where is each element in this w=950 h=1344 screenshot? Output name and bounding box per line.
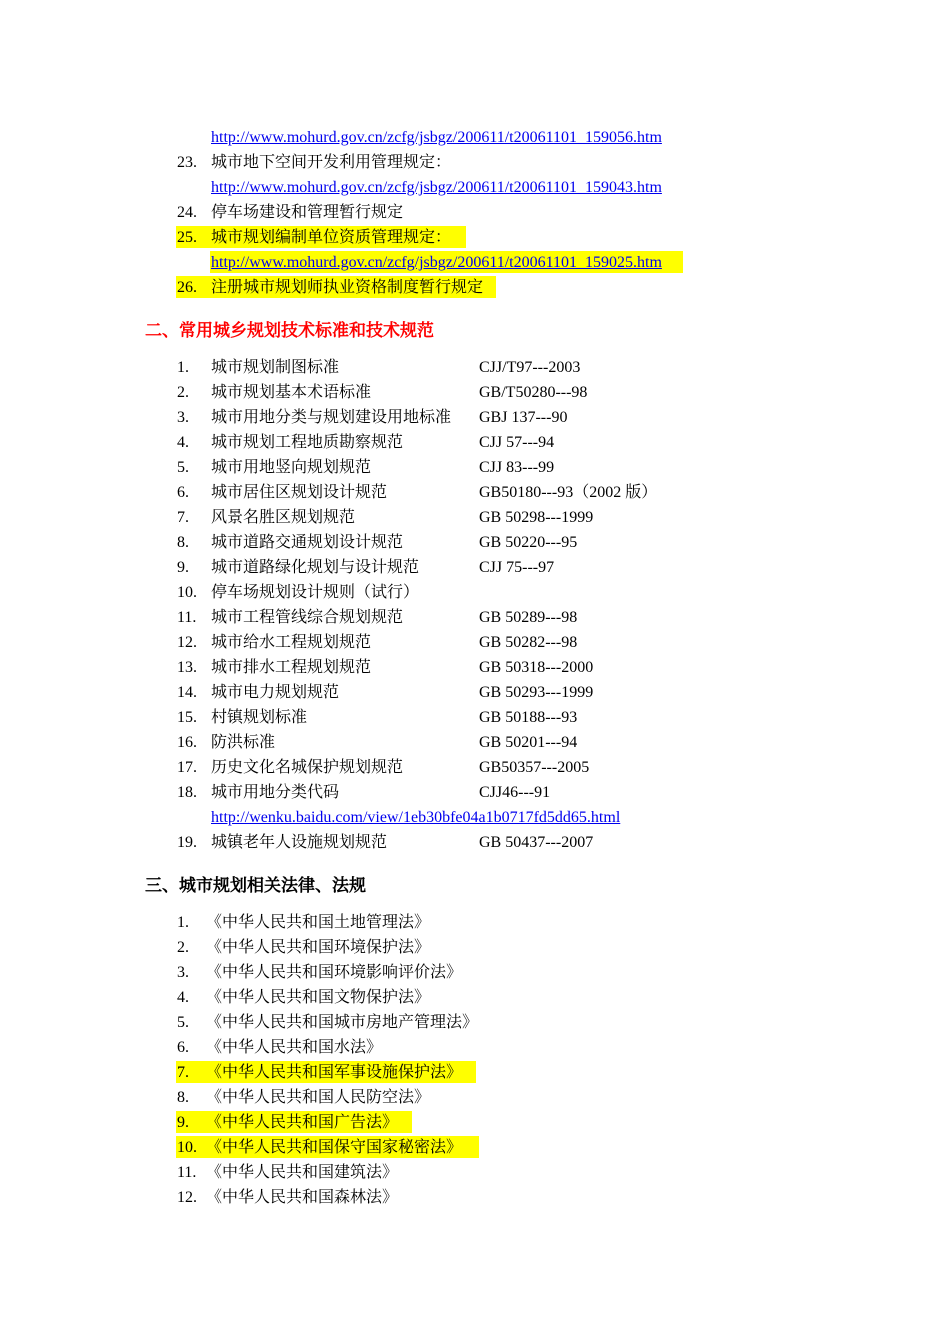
standard-name: 风景名胜区规划规范: [211, 509, 356, 526]
item-number: 25.: [177, 229, 197, 246]
section-heading: 三、城市规划相关法律、法规: [145, 876, 366, 896]
standard-name: 城市排水工程规划规范: [211, 659, 372, 676]
law-title: 《中华人民共和国保守国家秘密法》: [206, 1139, 463, 1156]
item-number: 1.: [177, 359, 189, 376]
item-number: 16.: [177, 734, 197, 751]
item-number: 2.: [177, 384, 189, 401]
link-url[interactable]: http://www.mohurd.gov.cn/zcfg/jsbgz/200611/t20061101_159056.htm: [211, 129, 662, 146]
item-number: 19.: [177, 834, 197, 851]
link-url[interactable]: http://www.mohurd.gov.cn/zcfg/jsbgz/200611/t20061101_159043.htm: [211, 179, 662, 196]
standard-code: GB50357---2005: [479, 759, 590, 776]
item-number: 11.: [177, 609, 197, 626]
item-number: 7.: [177, 1064, 189, 1081]
standard-code: CJJ46---91: [479, 784, 551, 801]
standard-code: GB 50437---2007: [479, 834, 594, 851]
standard-name: 城市规划工程地质勘察规范: [211, 434, 404, 451]
standard-code: CJJ 75---97: [479, 559, 555, 576]
item-number: 4.: [177, 434, 189, 451]
standard-code: GB 50188---93: [479, 709, 578, 726]
standard-name: 村镇规划标准: [211, 709, 308, 726]
standard-name: 城镇老年人设施规划规范: [211, 834, 388, 851]
standard-code: CJJ/T97---2003: [479, 359, 581, 376]
standard-code: GB 50220---95: [479, 534, 578, 551]
law-title: 《中华人民共和国环境影响评价法》: [206, 964, 463, 981]
standard-name: 城市道路交通规划设计规范: [211, 534, 404, 551]
item-number: 8.: [177, 1089, 189, 1106]
section-heading: 二、常用城乡规划技术标准和技术规范: [145, 321, 434, 341]
item-number: 5.: [177, 459, 189, 476]
item-number: 3.: [177, 964, 189, 981]
law-title: 《中华人民共和国军事设施保护法》: [206, 1064, 463, 1081]
item-number: 15.: [177, 709, 197, 726]
item-number: 4.: [177, 989, 189, 1006]
item-text: 城市规划编制单位资质管理规定：: [211, 229, 452, 246]
item-number: 12.: [177, 1189, 197, 1206]
standard-name: 城市给水工程规划规范: [211, 634, 372, 651]
item-number: 12.: [177, 634, 197, 651]
standard-code: GB 50282---98: [479, 634, 578, 651]
item-text: 注册城市规划师执业资格制度暂行规定: [211, 279, 484, 296]
law-title: 《中华人民共和国环境保护法》: [206, 939, 431, 956]
standard-name: 历史文化名城保护规划规范: [211, 759, 404, 776]
standard-code: CJJ 57---94: [479, 434, 555, 451]
item-number: 9.: [177, 1114, 189, 1131]
item-number: 9.: [177, 559, 189, 576]
item-number: 24.: [177, 204, 197, 221]
standard-name: 城市电力规划规范: [211, 684, 340, 701]
standard-name: 城市用地分类代码: [211, 784, 340, 801]
item-number: 13.: [177, 659, 197, 676]
law-title: 《中华人民共和国森林法》: [206, 1189, 399, 1206]
item-number: 10.: [177, 584, 197, 601]
standard-code: GB 50298---1999: [479, 509, 594, 526]
standard-code: CJJ 83---99: [479, 459, 555, 476]
item-number: 17.: [177, 759, 197, 776]
item-number: 3.: [177, 409, 189, 426]
law-title: 《中华人民共和国水法》: [206, 1039, 383, 1056]
law-title: 《中华人民共和国城市房地产管理法》: [206, 1014, 479, 1031]
item-number: 26.: [177, 279, 197, 296]
law-title: 《中华人民共和国人民防空法》: [206, 1089, 431, 1106]
law-title: 《中华人民共和国文物保护法》: [206, 989, 431, 1006]
standard-code: GB 50318---2000: [479, 659, 594, 676]
item-number: 7.: [177, 509, 189, 526]
item-number: 5.: [177, 1014, 189, 1031]
standard-name: 城市用地竖向规划规范: [211, 459, 372, 476]
standard-name: 城市规划制图标准: [211, 359, 340, 376]
item-number: 11.: [177, 1164, 197, 1181]
standard-name: 城市居住区规划设计规范: [211, 484, 388, 501]
standard-name: 停车场规划设计规则（试行）: [211, 584, 420, 601]
item-number: 14.: [177, 684, 197, 701]
item-text: 停车场建设和管理暂行规定: [211, 204, 404, 221]
standard-code: GB 50201---94: [479, 734, 578, 751]
standard-code: GB/T50280---98: [479, 384, 588, 401]
item-text: 城市地下空间开发利用管理规定：: [211, 154, 452, 171]
standard-code: GB50180---93（2002 版）: [479, 484, 658, 501]
law-title: 《中华人民共和国建筑法》: [206, 1164, 399, 1181]
standard-name: 城市规划基本术语标准: [211, 384, 372, 401]
item-number: 2.: [177, 939, 189, 956]
item-number: 1.: [177, 914, 189, 931]
item-number: 23.: [177, 154, 197, 171]
standard-name: 防洪标准: [211, 734, 276, 751]
law-title: 《中华人民共和国土地管理法》: [206, 914, 431, 931]
law-title: 《中华人民共和国广告法》: [206, 1114, 399, 1131]
item-number: 8.: [177, 534, 189, 551]
item-number: 6.: [177, 484, 189, 501]
item-number: 10.: [177, 1139, 197, 1156]
link-url[interactable]: http://wenku.baidu.com/view/1eb30bfe04a1b0717fd5dd65.html: [211, 809, 621, 826]
standard-code: GBJ 137---90: [479, 409, 568, 426]
item-number: 6.: [177, 1039, 189, 1056]
standard-code: GB 50289---98: [479, 609, 578, 626]
standard-name: 城市工程管线综合规划规范: [211, 609, 404, 626]
standard-code: GB 50293---1999: [479, 684, 594, 701]
link-url[interactable]: http://www.mohurd.gov.cn/zcfg/jsbgz/200611/t20061101_159025.htm: [211, 254, 662, 271]
standard-name: 城市用地分类与规划建设用地标准: [211, 409, 452, 426]
standard-name: 城市道路绿化规划与设计规范: [211, 559, 420, 576]
item-number: 18.: [177, 784, 197, 801]
